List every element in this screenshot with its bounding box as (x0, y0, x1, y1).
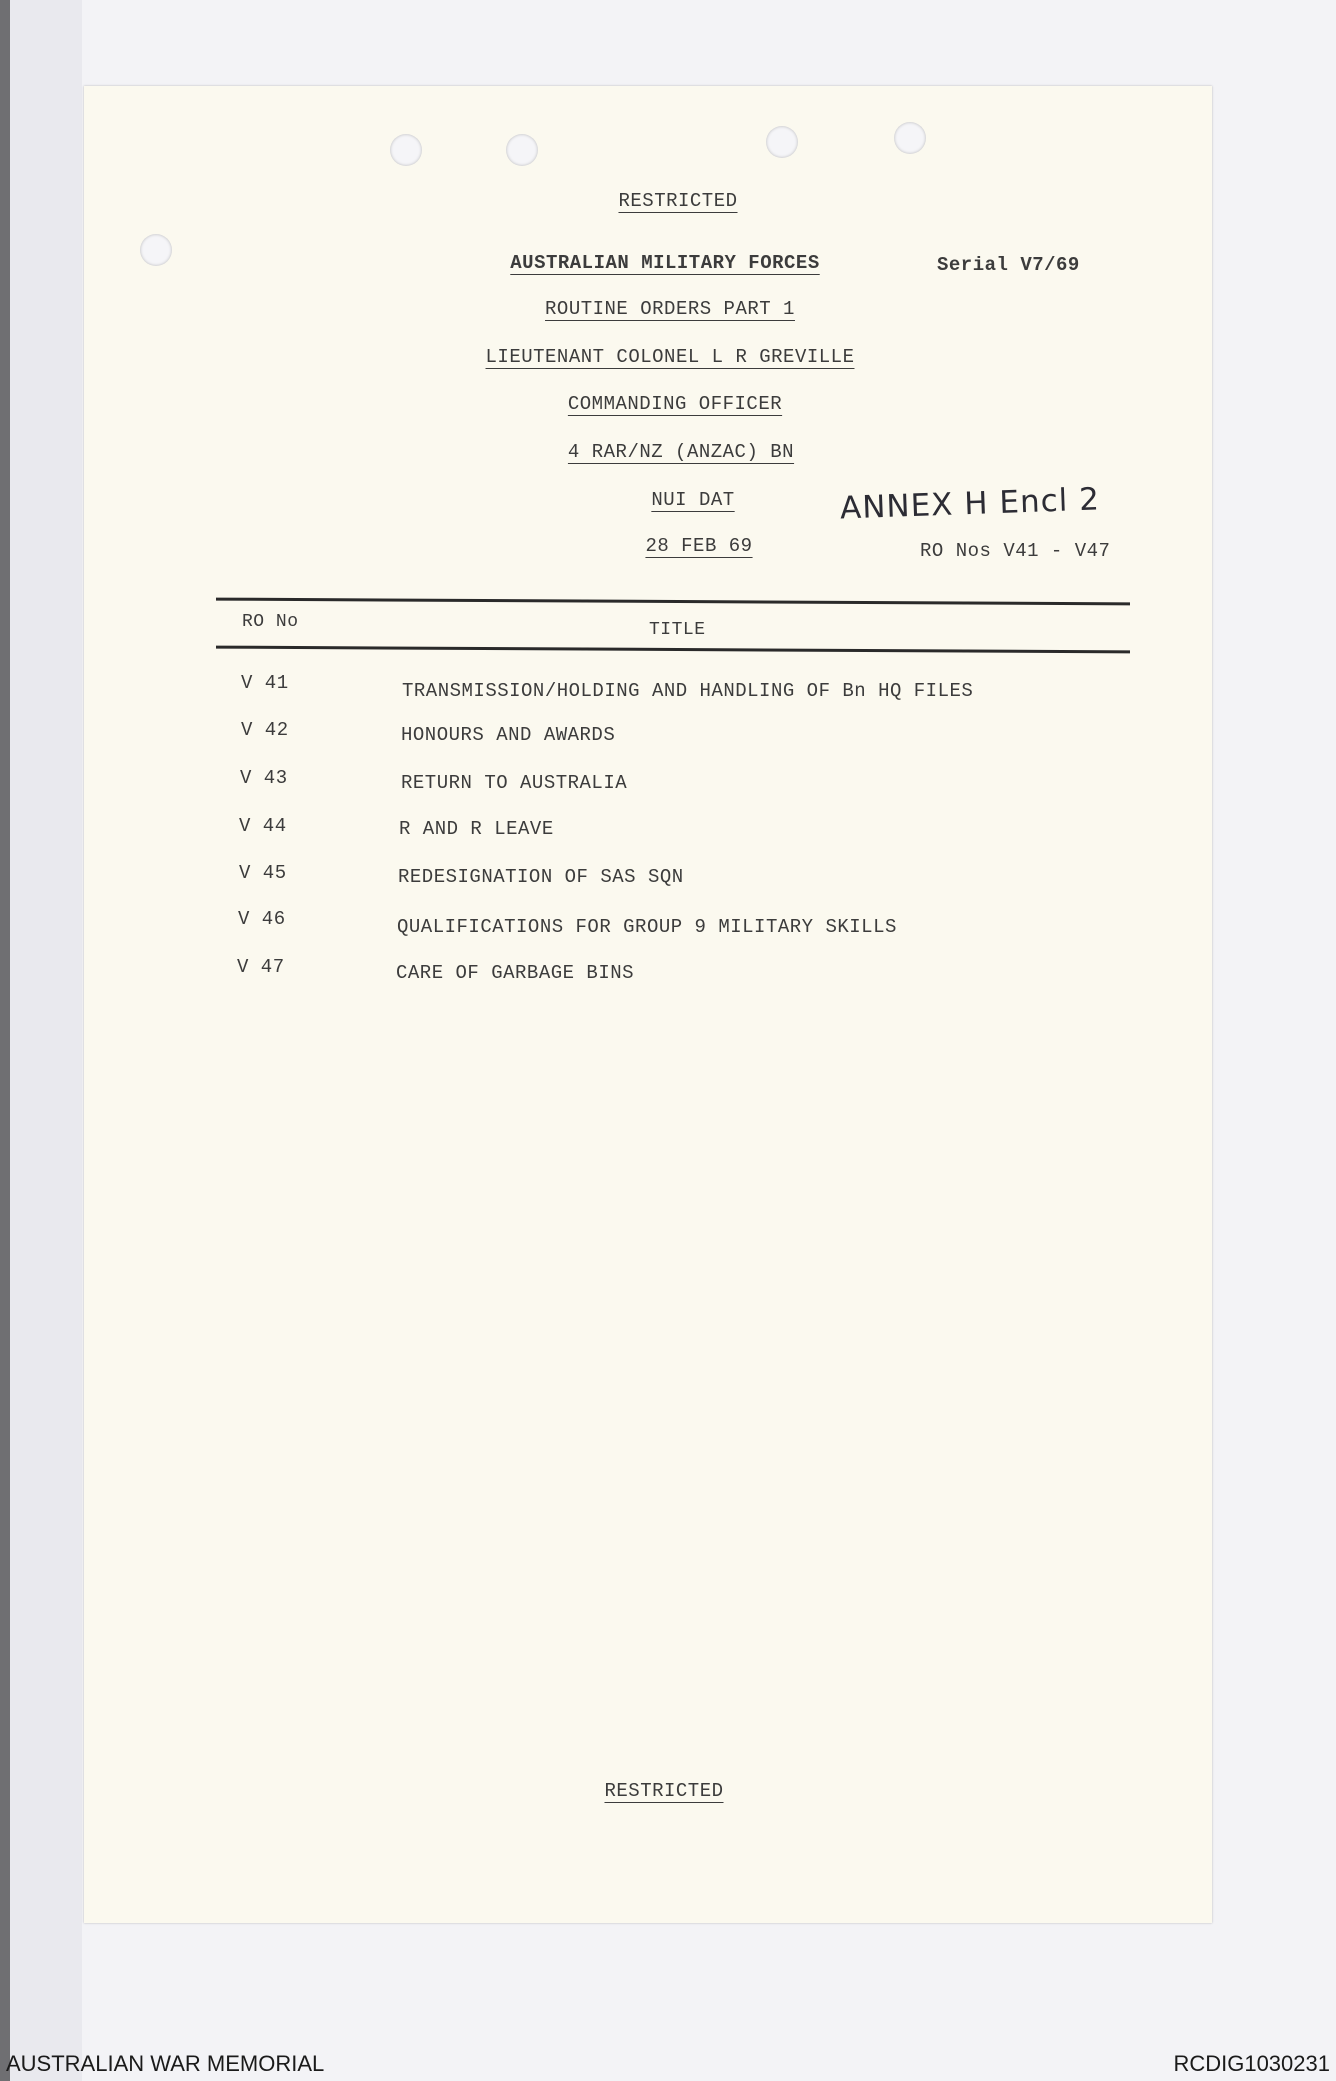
ro-number-range: RO Nos V41 - V47 (920, 540, 1111, 562)
ro-number: V 42 (241, 719, 289, 741)
ro-number: V 44 (239, 815, 287, 837)
document-date: 28 FEB 69 (645, 535, 753, 557)
orders-part-heading: ROUTINE ORDERS PART 1 (545, 298, 795, 320)
column-header-title: TITLE (649, 620, 706, 640)
scan-margin (10, 0, 82, 2081)
punch-hole (766, 126, 798, 158)
location: NUI DAT (651, 489, 735, 511)
archive-source: AUSTRALIAN WAR MEMORIAL (6, 2051, 325, 2076)
punch-hole (506, 134, 538, 166)
punch-hole (140, 234, 172, 266)
footer-classification: RESTRICTED (604, 1780, 724, 1802)
ro-number: V 46 (238, 908, 286, 930)
ro-title: HONOURS AND AWARDS (401, 724, 616, 746)
ro-title: R AND R LEAVE (399, 818, 554, 840)
ro-title: REDESIGNATION OF SAS SQN (398, 866, 684, 888)
column-header-ro-no: RO No (242, 612, 299, 632)
ro-title: CARE OF GARBAGE BINS (396, 962, 635, 984)
ro-number: V 47 (237, 956, 285, 978)
unit-name: 4 RAR/NZ (ANZAC) BN (567, 441, 795, 463)
ro-number: V 45 (239, 862, 287, 884)
ro-number: V 43 (240, 767, 288, 789)
ro-title: QUALIFICATIONS FOR GROUP 9 MILITARY SKILLS (397, 916, 897, 938)
archive-id: RCDIG1030231 (1173, 2051, 1330, 2076)
ro-title: TRANSMISSION/HOLDING AND HANDLING OF Bn HQ FILES (402, 680, 974, 702)
organization-title: AUSTRALIAN MILITARY FORCES (510, 252, 820, 274)
scan-edge-strip (0, 0, 10, 2081)
ro-number: V 41 (241, 672, 289, 694)
punch-hole (894, 122, 926, 154)
punch-hole (390, 134, 422, 166)
serial-number: Serial V7/69 (937, 254, 1080, 276)
ro-title: RETURN TO AUSTRALIA (401, 772, 628, 794)
officer-role: COMMANDING OFFICER (567, 393, 783, 415)
officer-name: LIEUTENANT COLONEL L R GREVILLE (485, 346, 855, 368)
handwritten-annotation: ANNEX H Encl 2 (839, 481, 1101, 527)
header-classification: RESTRICTED (618, 190, 738, 212)
